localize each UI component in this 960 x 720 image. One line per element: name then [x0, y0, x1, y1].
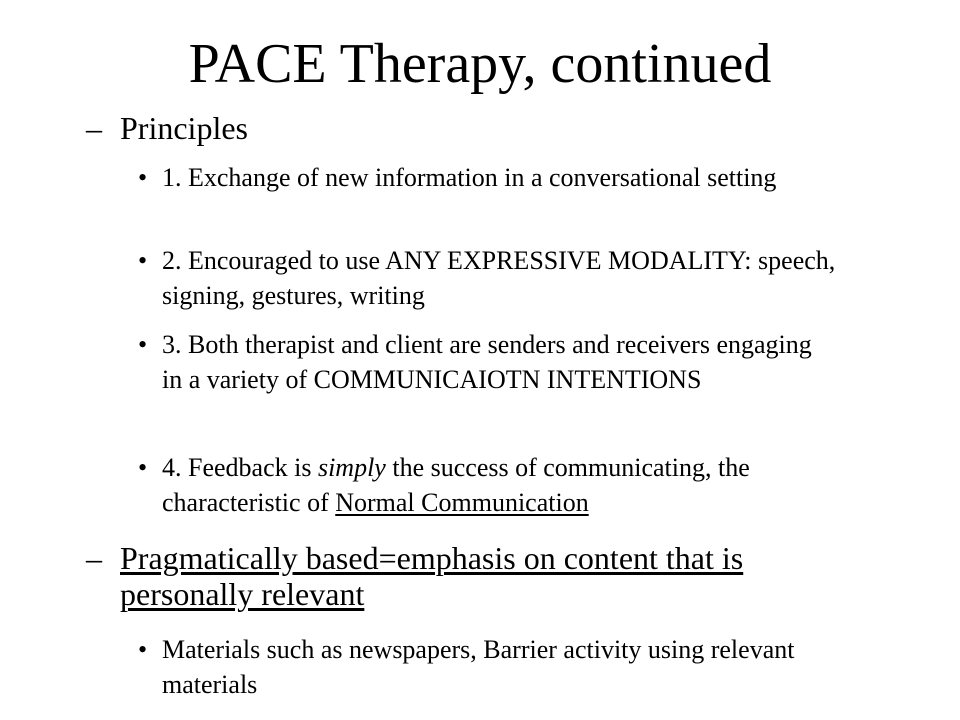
section-heading-pragmatic-text: Pragmatically based=emphasis on content that is personally relevant [120, 540, 744, 612]
section-principles [78, 110, 838, 146]
principle-4-emphasis: simply [317, 453, 386, 482]
principle-1-text: 1. Exchange of new information in a conversational setting [162, 163, 777, 192]
section-heading-pragmatic [120, 540, 838, 612]
list-item [138, 327, 838, 397]
list-item [138, 160, 838, 195]
slide-title: PACE Therapy, continued [188, 33, 772, 95]
list-item [138, 632, 838, 702]
bullet-dot: • [138, 246, 148, 275]
bullet-dot: • [138, 635, 148, 664]
dash-bullet: – [86, 540, 102, 576]
bullet-dot: • [138, 163, 148, 192]
list-item [138, 450, 838, 520]
dash-bullet: – [86, 110, 102, 146]
bullet-dot: • [138, 453, 148, 482]
bullet-dot: • [138, 330, 148, 359]
principle-4-text [162, 450, 838, 520]
principle-4-before: 4. Feedback is [162, 453, 318, 482]
section-pragmatic [78, 540, 838, 612]
materials-text: Materials such as newspapers, Barrier activity using relevant materials [162, 635, 795, 699]
section-heading-principles: Principles [120, 110, 248, 146]
principle-3-text: 3. Both therapist and client are senders and receivers engaging in a variety of COMMUNICAIOTN INTENTIONS [162, 330, 812, 394]
principle-4-middle: the success of communicating, the characteristic of [162, 453, 750, 517]
list-item [138, 243, 838, 313]
principle-4-underlined: Normal Communication [335, 488, 589, 517]
principle-2-text: 2. Encouraged to use ANY EXPRESSIVE MODALITY: speech, signing, gestures, writing [162, 246, 836, 310]
